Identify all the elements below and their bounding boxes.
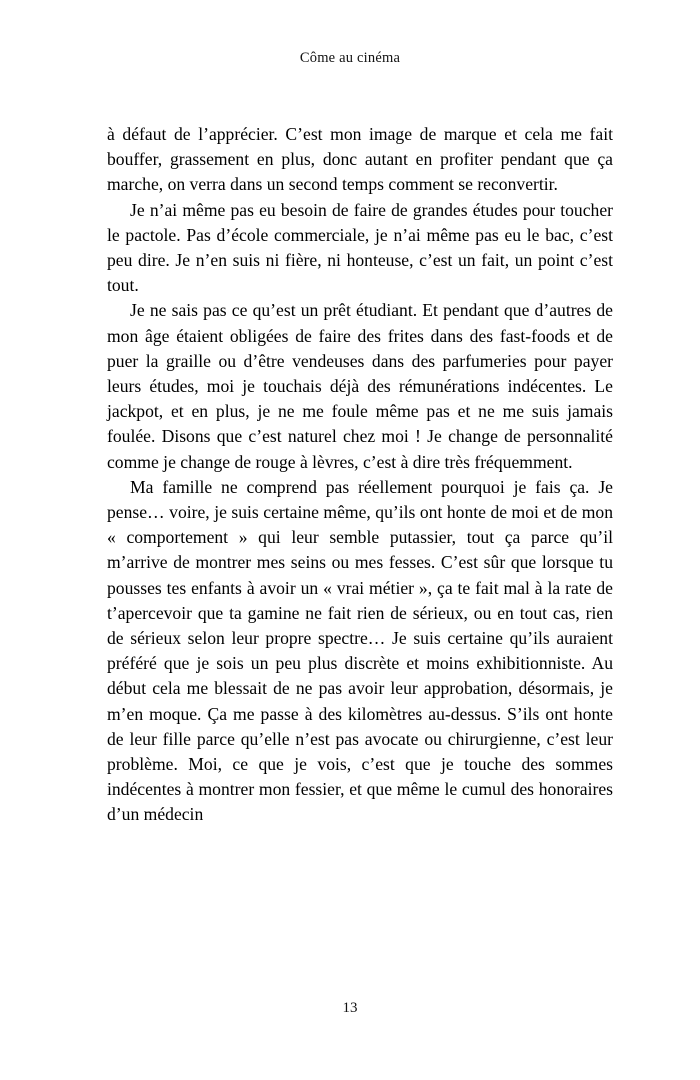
paragraph: Je n’ai même pas eu besoin de faire de grandes études pour toucher le pactole. Pas d’école commerciale, je n’ai même pas eu le bac, c’est peu dire. Je n’en suis ni fière, ni honteuse, c’est un fait, un point c’est tout. [107,199,613,296]
paragraph: Je ne sais pas ce qu’est un prêt étudiant. Et pendant que d’autres de mon âge étaient obligées de faire des frites dans des fast-foods et de puer la graille ou d’être vendeuses dans des parfumeries pour payer leurs études, moi je touchais déjà des rémunérations indécentes. Le jackpot, et en plus, je ne me foule même pas et ne me suis jamais foulée. Disons que c’est naturel chez moi ! Je change de personnalité comme je change de rouge à lèvres, c’est à dire très fréquemment. [107,300,613,472]
paragraph: Ma famille ne comprend pas réellement pourquoi je fais ça. Je pense… voire, je suis certaine même, qu’ils ont honte de moi et de mon « comportement » qui leur semble putassier, tout ça parce qu’il m’arrive de montrer mes seins ou mes fesses. C’est sûr que lorsque tu pousses tes enfants à avoir un « vrai métier », ça te fait mal à la rate de t’apercevoir que ta gamine ne fait rien de sérieux, ou en tout cas, rien de sérieux selon leur propre spectre… Je suis certaine qu’ils auraient préféré que je sois un peu plus discrète et moins exhibitionniste. Au début cela me blessait de ne pas avoir leur approbation, désormais, je m’en moque. Ça me passe à des kilomètres au-dessus. S’ils ont honte de leur fille parce qu’elle n’est pas avocate ou chirurgienne, c’est leur problème. Moi, ce que je vois, c’est que je touche des sommes indécentes à montrer mon fessier, et que même le cumul des honoraires d’un médecin [107,476,613,825]
paragraph: à défaut de l’apprécier. C’est mon image de marque et cela me fait bouffer, grassement en plus, donc autant en profiter pendant que ça marche, on verra dans un second temps comment se reconvertir. [107,124,613,195]
page-number: 13 [342,1000,358,1016]
body-text [107,122,613,828]
running-header: Côme au cinéma [299,50,401,66]
